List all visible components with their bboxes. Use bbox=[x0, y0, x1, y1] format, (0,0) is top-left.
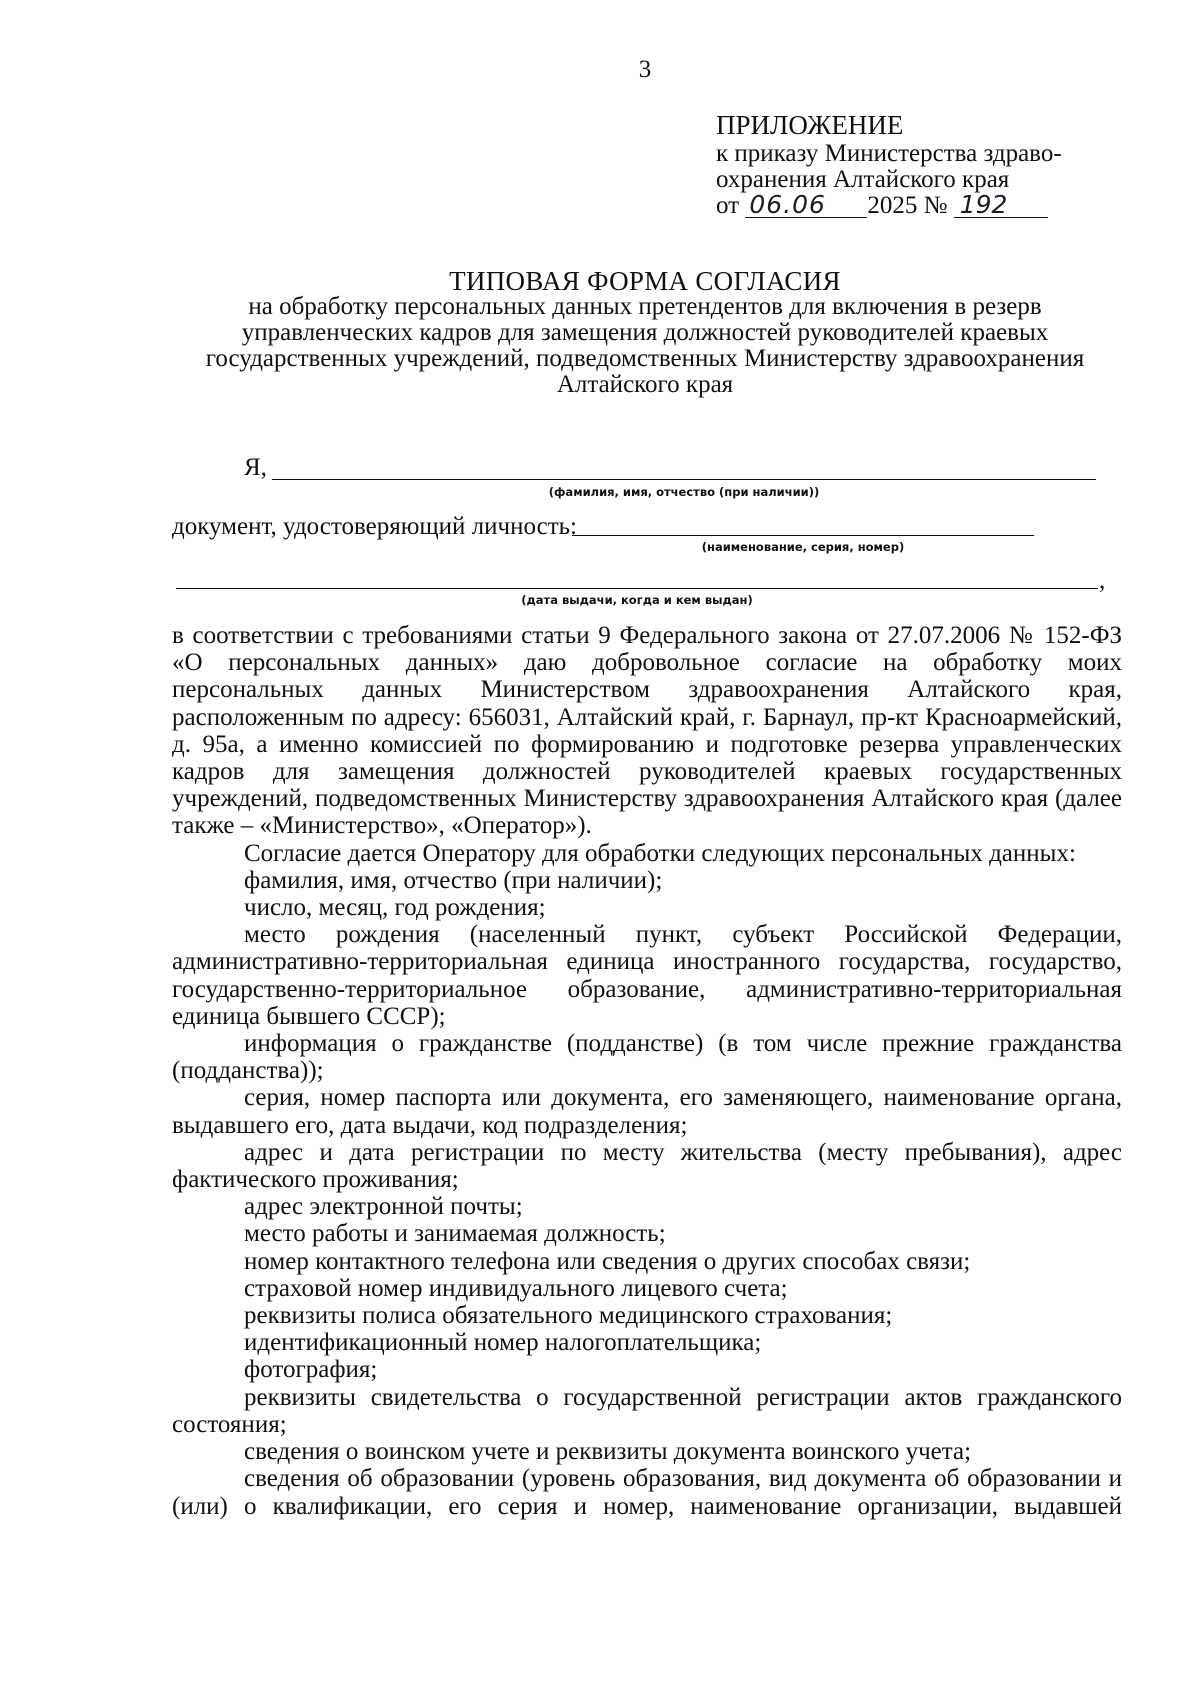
list-item: реквизиты свидетельства о государственной регистрации актов гражданского состояния; bbox=[172, 1383, 1122, 1438]
form-title-block bbox=[150, 268, 1140, 398]
list-item: число, месяц, год рождения; bbox=[244, 894, 546, 922]
list-item: серия, номер паспорта или документа, его заменяющего, наименование органа, выдавшего его, дата выдачи, код подразделения; bbox=[172, 1084, 1122, 1139]
issue-comma: , bbox=[1099, 567, 1106, 594]
issue-input-line[interactable] bbox=[176, 563, 1098, 589]
order-year: 2025 № bbox=[867, 192, 948, 219]
list-item: сведения об образовании (уровень образования, вид документа об образовании и (или) о квалификации, его серия и номер, наименование организации, выдавшей bbox=[172, 1465, 1122, 1520]
fio-input-line[interactable] bbox=[272, 454, 1096, 480]
form-subtitle-line-1: на обработку персональных данных претендентов для включения в резерв bbox=[248, 293, 1042, 320]
list-item: адрес и дата регистрации по месту жительства (месту пребывания), адрес фактического проживания; bbox=[172, 1138, 1122, 1194]
appendix-line-2: охранения Алтайского края bbox=[716, 166, 1010, 193]
issue-caption: (дата выдачи, когда и кем выдан) bbox=[521, 593, 753, 607]
i-label: Я, bbox=[244, 454, 267, 481]
list-item: фамилия, имя, отчество (при наличии); bbox=[244, 866, 663, 894]
list-item: место рождения (населенный пункт, субъект Российской Федерации, административно-территориальная единица иностранного государства, государство, государственно-территориальное образование, административно-территориальная единица бывшего СССР); bbox=[172, 921, 1122, 1030]
list-item: место работы и занимаемая должность; bbox=[244, 1220, 666, 1248]
handwritten-date: 06.06 bbox=[745, 193, 867, 218]
doc-caption: (наименование, серия, номер) bbox=[701, 540, 905, 554]
date-prefix: от bbox=[716, 192, 740, 219]
form-title: ТИПОВАЯ ФОРМА СОГЛАСИЯ bbox=[449, 266, 841, 296]
list-item: сведения о воинском учете и реквизиты документа воинского учета; bbox=[244, 1438, 972, 1466]
handwritten-order-number: 192 bbox=[954, 193, 1048, 218]
appendix-date-line bbox=[716, 190, 1048, 219]
doc-label: документ, удостоверяющий личность: bbox=[172, 513, 577, 540]
intro-paragraph: в соответствии с требованиями статьи 9 Федерального закона от 27.07.2006 № 152-ФЗ «О персональных данных» даю добровольное согласие на обработку моих персональных данных Министерством здравоохранения Алтайского края, расположенным по адресу: 656031, Алтайский край, г. Барнаул, пр-кт Красноармейский, д. 95а, а именно комиссией по формированию и подготовке резерва управленческих кадров для замещения должностей руководителей краевых государственных учреждений, подведомственных Министерству здравоохранения Алтайского края (далее также – «Министерство», «Оператор»). bbox=[172, 622, 1122, 840]
list-item: информация о гражданстве (подданстве) (в том числе прежние гражданства (подданства)); bbox=[172, 1030, 1122, 1085]
list-item: адрес электронной почты; bbox=[244, 1193, 523, 1221]
consent-body bbox=[172, 622, 1122, 1520]
form-subtitle-line-2: управленческих кадров для замещения должностей руководителей краевых bbox=[241, 319, 1049, 346]
list-item: реквизиты полиса обязательного медицинского страхования; bbox=[244, 1302, 893, 1330]
fio-caption: (фамилия, имя, отчество (при наличии)) bbox=[548, 485, 820, 499]
form-subtitle-line-4: Алтайского края bbox=[556, 371, 734, 398]
form-subtitle-line-3: государственных учреждений, подведомственных Министерству здравоохранения bbox=[205, 345, 1085, 372]
doc-input-line[interactable] bbox=[572, 510, 1034, 536]
page-number: 3 bbox=[638, 56, 652, 83]
list-item: номер контактного телефона или сведения о других способах связи; bbox=[244, 1247, 971, 1275]
appendix-line-1: к приказу Министерства здраво- bbox=[716, 140, 1062, 167]
lead-paragraph: Согласие дается Оператору для обработки следующих персональных данных: bbox=[244, 839, 1076, 867]
appendix-title: ПРИЛОЖЕНИЕ bbox=[716, 110, 904, 140]
list-item: страховой номер индивидуального лицевого счета; bbox=[244, 1274, 788, 1302]
list-item: идентификационный номер налогоплательщика; bbox=[244, 1329, 762, 1357]
list-item: фотография; bbox=[244, 1356, 378, 1384]
